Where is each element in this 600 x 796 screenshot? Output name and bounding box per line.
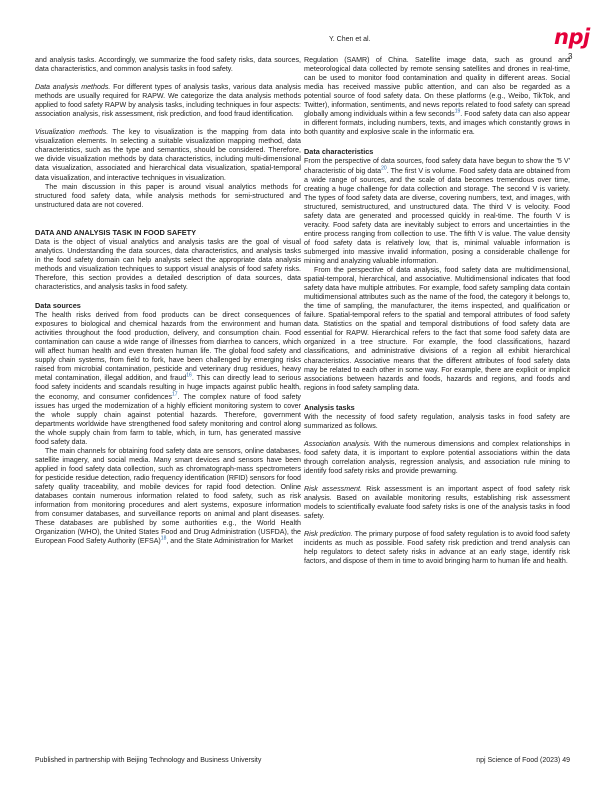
footer-journal: npj Science of Food (2023) 49 bbox=[476, 757, 570, 764]
paragraph-label: Risk prediction. bbox=[304, 530, 353, 539]
journal-logo: npj bbox=[554, 25, 590, 49]
subsection-heading: Analysis tasks bbox=[304, 402, 355, 412]
paragraph: With the necessity of food safety regulation, analysis tasks in food safety are summarized as follows. bbox=[304, 412, 570, 430]
citation-link[interactable]: 19 bbox=[454, 108, 461, 115]
section-heading: DATA AND ANALYSIS TASK IN FOOD SAFETY bbox=[35, 227, 197, 237]
page-number: 3 bbox=[568, 52, 573, 61]
citation-link[interactable]: 20 bbox=[381, 165, 387, 172]
citation-link[interactable]: 18 bbox=[160, 535, 167, 542]
paragraph: From the perspective of data analysis, food safety data are multidimensional, spatial-temporal, hierarchical, and associative. Multidimensional indicates that food safety data have multiple attributes. For example, food safety sampling data contain multidimensional attributes such as the name of the food, the category it belongs to, the time of sampling, the manufacturer, the items inspected, and qualification or failure. Spatial-temporal refers to the spatial and temporal attributes of food safety data. Statistics on the spatial and temporal distributions of food safety data are essential for RAPW. Hierarchical refers to the fact that some food safety data are organized in a tree structure. For example, the food classifications, hazard classifications, and administrative divisions of a region all exhibit hierarchical characteristics. Associative means that the different attributes of food safety data may be related to each other in some way. For example, there are explicit or implicit associations between hazards and foods, hazards and regions, and foods and regions in food safety sampling data. bbox=[304, 266, 570, 392]
paragraph: Data analysis methods. For different types of analysis tasks, various data analysis methods are usually required for RAPW. We categorize the data analysis methods applied to food safety RAPW by analysis tasks, including techniques in four aspects: association analysis, risk assessment, risk prediction, and food fraud identification. bbox=[35, 83, 301, 119]
paragraph: Data is the object of visual analytics and analysis tasks are the goal of visual analytics. Understanding the data sources, data characteristics, and analysis tasks in the food safety domain can help analysts select the appropriate data analysis methods and visualization techniques to support visual analysis of food safety risks. Therefore, this section provides a detailed description of data sources, data characteristics, and analysis tasks in food safety. bbox=[35, 237, 301, 291]
subsection-heading: Data characteristics bbox=[304, 147, 374, 157]
citation-link[interactable]: 16 bbox=[186, 373, 192, 380]
paragraph-label: Data analysis methods. bbox=[35, 83, 111, 92]
paragraph: The main discussion in this paper is around visual analytics methods for structured food safety data, while analysis methods for semi-structured and unstructured data are not covered. bbox=[35, 182, 301, 209]
running-header-author: Y. Chen et al. bbox=[329, 36, 371, 43]
paragraph: Association analysis. With the numerous dimensions and complex relationships in food safety data, it is important to explore potential associations within the data through correlation analysis, regression analysis, and association rule mining to identify food safety risks and provide prewarning. bbox=[304, 439, 570, 475]
footer-publisher: Published in partnership with Beijing Technology and Business University bbox=[35, 757, 262, 764]
paragraph: Visualization methods. The key to visualization is the mapping from data into visualization elements. In selecting a suitable visualization mapping method, data characteristics, such as the type and semantics, should be considered. Therefore, we divide visualization methods by data characteristics, including multi-dimensional data visualization, associated and hierarchical data visualization, spatial-temporal data visualization, and interactive techniques in visualization. bbox=[35, 128, 301, 182]
paragraph: Regulation (SAMR) of China. Satellite image data, such as ground and meteorological data collected by remote sensing satellites and drones in real-time, can be used to monitor food contamination and quality in different areas. Social media has received massive public attention, and can also be regarded as a potential source of food safety data. On these platforms (e.g., Weibo, TikTok, and Twitter), information, sentiments, and news reports related to food safety can spread globally among individuals within a few seconds$^{19}$. Food safety data can also appear in different formats, including numbers, texts, and images which constantly grows in both quantity and explosive scale in the informatic era. bbox=[304, 56, 570, 137]
paragraph: The main channels for obtaining food safety data are sensors, online databases, satellite imagery, and social media. Many smart devices and sensors have been applied in food safety data collection, such as chromatograph-mass spectrometers for pesticide residue detection, radio frequency identification (RFID) sensors for food safety quality traceability, and mobile devices for rapid food detection. Online databases contain numerous information related to food safety, such as risk information from monitoring procedures and alert systems, exposure information from consumer databases, and surveillance reports on animal and plant diseases. These databases are published by some authorities e.g., the World Health Organization (WHO), the United States Food and Drug Administration (USFDA), the European Food Safety Authority (EFSA)$^{18}$, and the State Administration for Market bbox=[35, 446, 301, 546]
paragraph-label: Association analysis. bbox=[304, 439, 371, 448]
paragraph: Risk assessment. Risk assessment is an important aspect of food safety risk analysis. Based on available monitoring results, establishing risk assessment models to scientifically evaluate food safety risks is one of the analysis tasks in food safety. bbox=[304, 485, 570, 521]
paragraph-label: Risk assessment. bbox=[304, 485, 362, 494]
paragraph: and analysis tasks. Accordingly, we summarize the food safety risks, data sources, data characteristics, and common analysis tasks in food safety. bbox=[35, 56, 301, 74]
right-column bbox=[304, 56, 570, 566]
paragraph-label: Visualization methods. bbox=[35, 128, 109, 137]
paragraph: Risk prediction. The primary purpose of food safety regulation is to avoid food safety incidents as much as possible. Food safety risk prediction and trend analysis can help regulators to detect safety risks in advance at an early stage, identify risk factors, and dispose of them in time to avoid bringing harm to human life and health. bbox=[304, 530, 570, 566]
subsection-heading: Data sources bbox=[35, 301, 81, 311]
paragraph: The health risks derived from food products can be direct consequences of exposures to biological and chemical hazards from the environment and human activities throughout the food production, delivery, and consumption chain. Food contamination can cause a wide range of illnesses from diarrhea to cancers, which will affect human health and even threaten human life. The global food safety and supply chain systems, from field to fork, have been challenged by emerging risks raised from microbial contamination, pesticide and veterinary drug residues, heavy metal contamination, illegal addition, and fraud$^{16}$. This can directly lead to serious food safety incidents and scandals resulting in huge impacts against public health, the economy, and consumer confidences$^{17}$. The complex nature of food safety issues has urged the modernization of a highly efficient monitoring system to cover the whole supply chain against potential hazards. Therefore, government departments worldwide have strengthened food safety monitoring and control along the whole supply chain from farm to table, which, in turn, has generated massive food safety data. bbox=[35, 311, 301, 446]
left-column bbox=[35, 56, 301, 546]
paragraph: From the perspective of data sources, food safety data have begun to show the '5 V' characteristic of big data$^{20}$. The first V is volume. Food safety data are obtained from a wide range of sources, and the scale of data becomes tremendous over time, creating a huge challenge for data collection and storage. The second V is variety. The types of food safety data are diverse, covering numbers, text, and images, with structured, semistructured, and unstructured data. The third V is velocity. Food safety data are generated and processed quickly in real-time. The fourth V is veracity. Food safety data are inevitably subject to errors and uncertainties in the entire process ranging from collection to use. The fifth V is value. The value density of food safety data is relatively low, that is, minimal valuable information is submerged into massive invalid information, posing a considerable challenge for mining and analyzing valuable information. bbox=[304, 157, 570, 265]
citation-link[interactable]: 17 bbox=[172, 391, 178, 398]
